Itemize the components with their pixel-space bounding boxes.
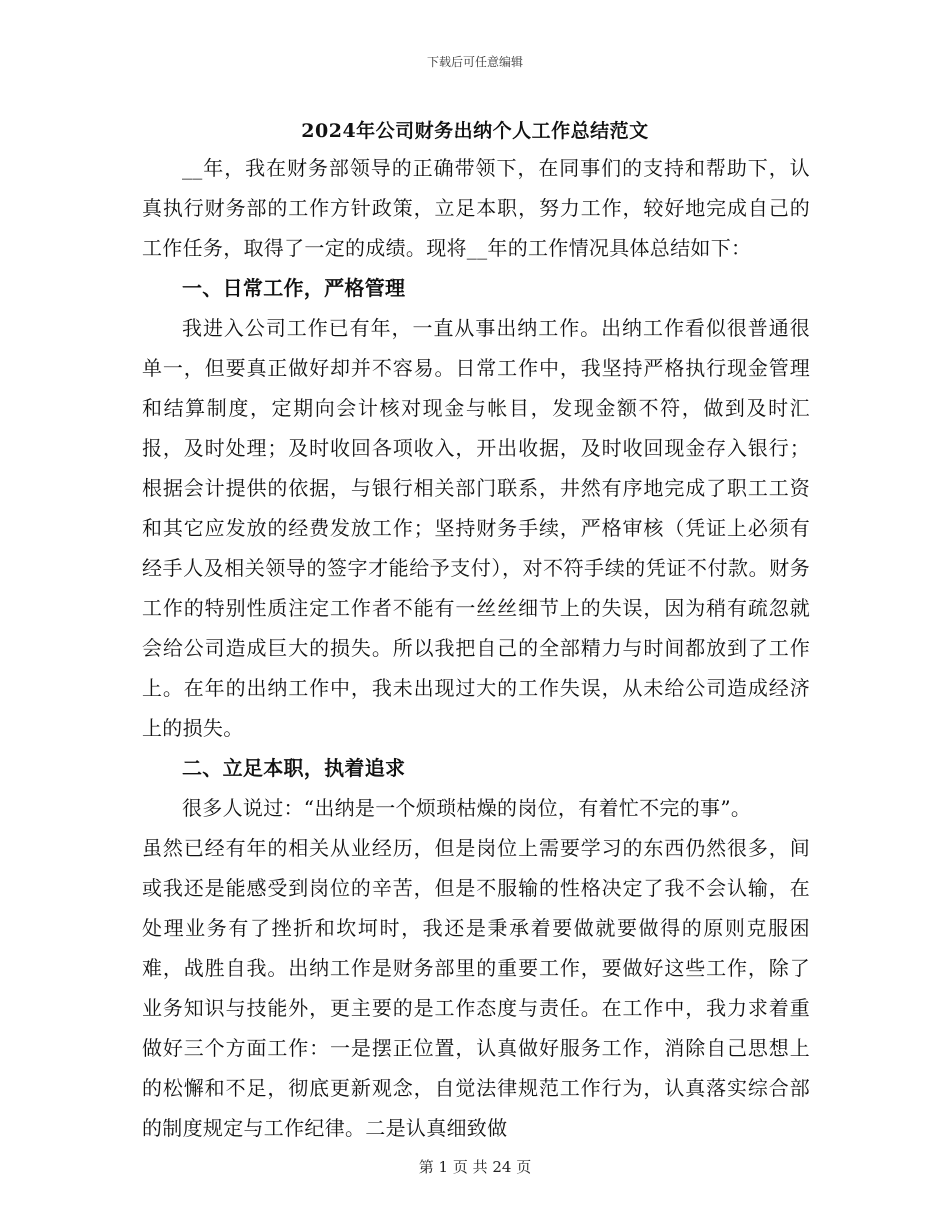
document-body bbox=[142, 148, 810, 1148]
section-1-heading: 一、日常工作，严格管理 bbox=[182, 276, 406, 300]
section-2-heading: 二、立足本职，执着追求 bbox=[182, 756, 406, 780]
section-2-paragraph: 虽然已经有年的相关从业经历，但是岗位上需要学习的东西仍然很多，间或我还是能感受到岗位的辛苦，但是不服输的性格决定了我不会认输，在处理业务有了挫折和坎坷时，我还是秉承着要做就要做得的原则克服困难，战胜自我。出纳工作是财务部里的重要工作，要做好这些工作，除了业务知识与技能外，更主要的是工作态度与责任。在工作中，我力求着重做好三个方面工作：一是摆正位置，认真做好服务工作，消除自己思想上的松懈和不足，彻底更新观念，自觉法律规范工作行为，认真落实综合部的制度规定与工作纪律。二是认真细致做 bbox=[142, 836, 810, 1140]
intro-paragraph: __年，我在财务部领导的正确带领下，在同事们的支持和帮助下，认真执行财务部的工作方针政策，立足本职，努力工作，较好地完成自己的工作任务，取得了一定的成绩。现将__年的工作情况具体总结如下： bbox=[142, 156, 810, 260]
section-2-lead-line: 很多人说过：“出纳是一个烦琐枯燥的岗位，有着忙不完的事”。 bbox=[182, 796, 752, 820]
document-title: 2024年公司财务出纳个人工作总结范文 bbox=[301, 120, 649, 142]
section-1-paragraph: 我进入公司工作已有年，一直从事出纳工作。出纳工作看似很普通很单一，但要真正做好却并不容易。日常工作中，我坚持严格执行现金管理和结算制度，定期向会计核对现金与帐目，发现金额不符，做到及时汇报，及时处理；及时收回各项收入，开出收据，及时收回现金存入银行；根据会计提供的依据，与银行相关部门联系，井然有序地完成了职工工资和其它应发放的经费发放工作；坚持财务手续，严格审核（凭证上必须有经手人及相关领导的签字才能给予支付），对不符手续的凭证不付款。财务工作的特别性质注定工作者不能有一丝丝细节上的失误，因为稍有疏忽就会给公司造成巨大的损失。所以我把自己的全部精力与时间都放到了工作上。在年的出纳工作中，我未出现过大的工作失误，从未给公司造成经济上的损失。 bbox=[142, 316, 810, 740]
header-note: 下载后可任意编辑 bbox=[426, 55, 523, 69]
page-number-footer: 第 1 页 共 24 页 bbox=[418, 1158, 532, 1176]
